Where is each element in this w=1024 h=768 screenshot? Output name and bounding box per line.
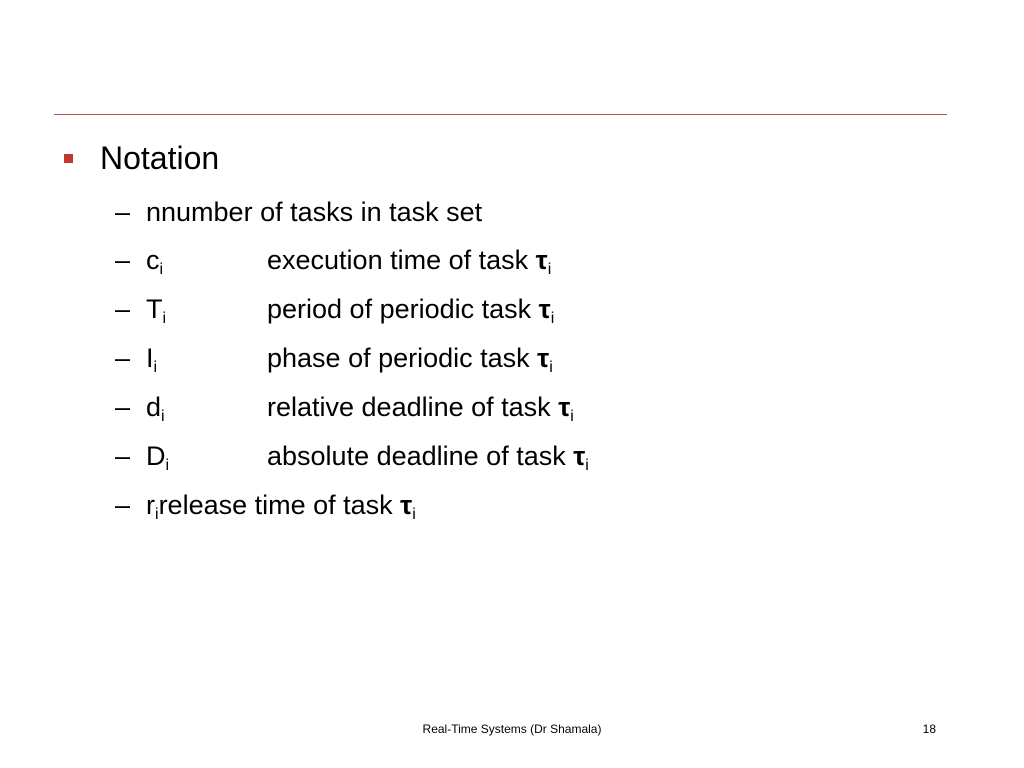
dash-marker: – <box>115 392 131 422</box>
bullet-notation <box>64 138 219 178</box>
tau-subscript: i <box>547 261 552 278</box>
footer-title: Real-Time Systems (Dr Shamala) <box>422 722 602 736</box>
symbol-subscript: i <box>161 408 165 425</box>
dash-marker: – <box>115 343 131 373</box>
description-text: execution time of task <box>267 245 536 275</box>
item-description <box>267 438 589 474</box>
symbol-letter: r <box>146 490 155 520</box>
symbol-letter: I <box>146 343 154 373</box>
square-bullet-icon <box>64 154 73 163</box>
symbol-subscript: i <box>162 310 167 327</box>
tau-symbol: τ <box>535 245 548 275</box>
tau-subscript: i <box>570 408 574 425</box>
description-text: release time of task <box>158 490 401 520</box>
list-item <box>0 291 1024 327</box>
tau-subscript: i <box>585 457 589 474</box>
description-text: phase of periodic task <box>267 343 538 373</box>
list-item <box>0 438 1024 474</box>
dash-marker: – <box>115 245 131 275</box>
item-symbol <box>146 438 169 474</box>
tau-symbol: τ <box>558 392 571 422</box>
description-text: absolute deadline of task <box>267 441 574 471</box>
symbol-letter: d <box>146 392 162 422</box>
description-text: period of periodic task <box>267 294 539 324</box>
list-item <box>0 340 1024 376</box>
symbol-subscript: i <box>165 457 170 474</box>
item-text: nnumber of tasks in task set <box>146 197 483 227</box>
bullet-heading: Notation <box>100 140 220 176</box>
tau-symbol: τ <box>538 294 551 324</box>
symbol-subscript: i <box>153 359 158 376</box>
tau-symbol: τ <box>400 490 413 520</box>
item-description <box>267 242 551 278</box>
tau-subscript: i <box>549 359 553 376</box>
symbol-letter: c <box>146 245 160 275</box>
list-item <box>0 194 1024 230</box>
dash-marker: – <box>115 441 131 471</box>
list-item <box>0 389 1024 425</box>
item-description <box>267 340 553 376</box>
item-description <box>267 291 554 327</box>
tau-symbol: τ <box>573 441 586 471</box>
dash-marker: – <box>115 294 131 324</box>
symbol-subscript: i <box>155 506 159 523</box>
item-symbol <box>146 242 163 278</box>
dash-marker: – <box>115 490 131 520</box>
tau-subscript: i <box>550 310 555 327</box>
symbol-letter: D <box>146 441 166 471</box>
symbol-letter: T <box>146 294 163 324</box>
tau-subscript: i <box>412 506 416 523</box>
description-text: relative deadline of task <box>267 392 559 422</box>
item-symbol <box>146 487 416 523</box>
title-divider-line <box>54 114 947 115</box>
symbol-subscript: i <box>159 261 164 278</box>
list-item <box>0 242 1024 278</box>
item-description <box>267 389 574 425</box>
page-number: 18 <box>922 722 936 736</box>
item-symbol <box>146 340 157 376</box>
item-symbol <box>146 291 166 327</box>
list-item <box>0 487 1024 523</box>
item-symbol <box>146 389 165 425</box>
tau-symbol: τ <box>537 343 550 373</box>
dash-marker: – <box>115 197 131 227</box>
